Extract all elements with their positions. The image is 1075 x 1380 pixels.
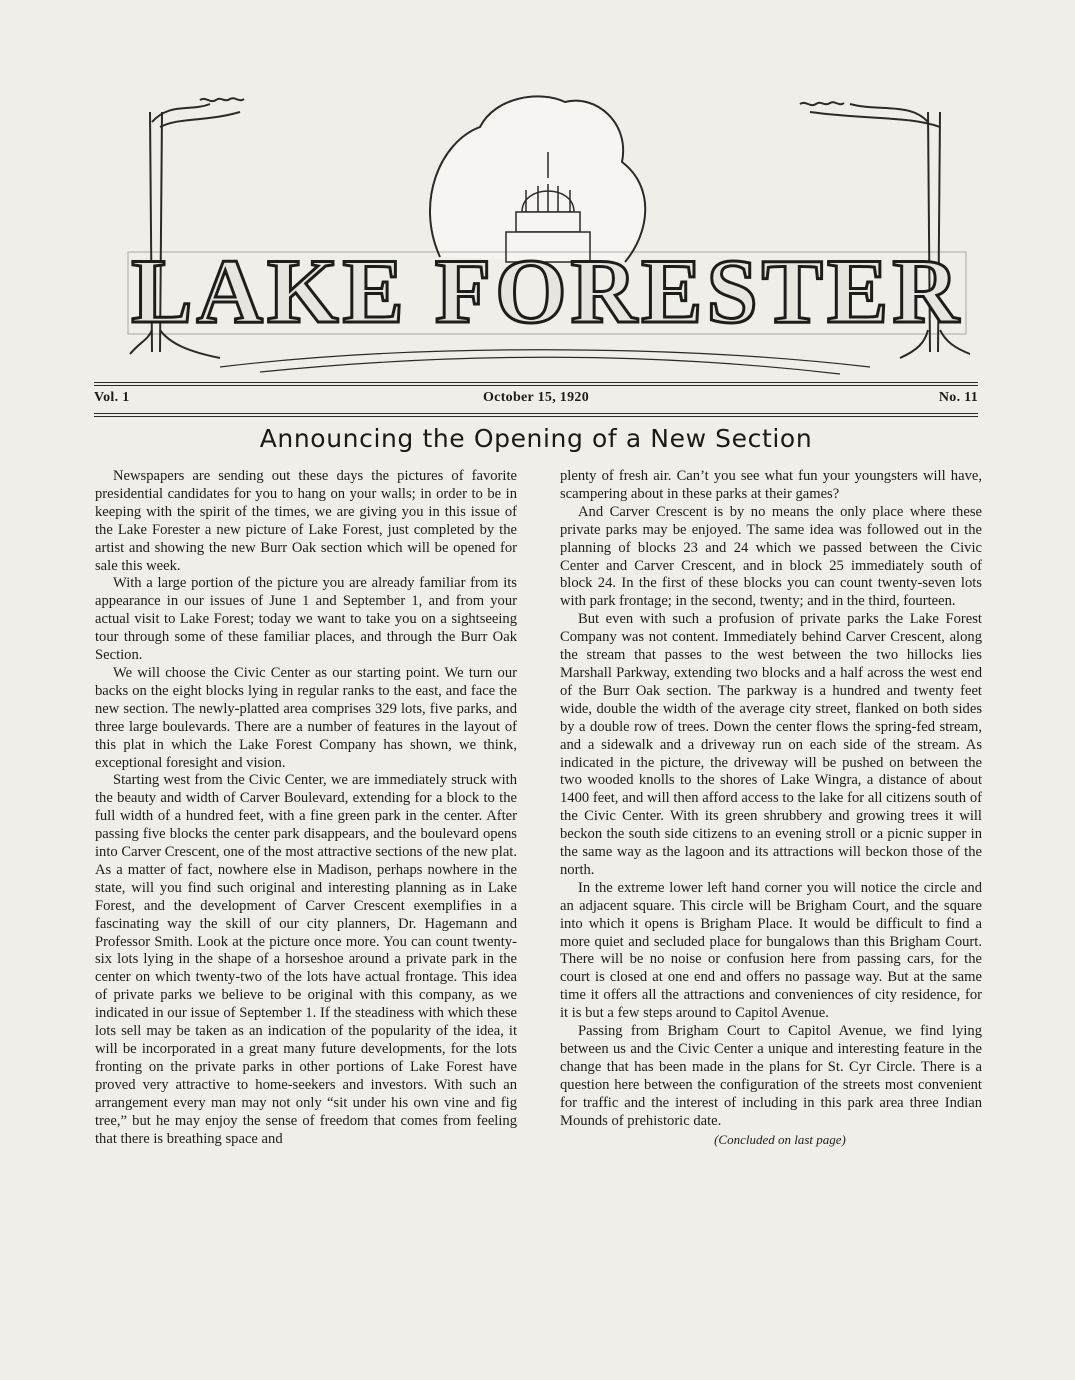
paragraph: But even with such a profusion of private parks the Lake Forest Company was not content. Immediately behind Carver Crescent, along the stream that passes to the west between the two hillocks lies Marshall Parkway, extending two blocks and a half across the west end of the Burr Oak section. The parkway is a hundred and twenty feet wide, double the width of the average city street, flanked on both sides by a double row of trees. Down the center flows the spring-fed stream, and a sidewalk and a driveway run on each side of the stream. As indicated in the picture, the driveway will be pushed on between the two wooded knolls to the shores of Lake Wingra, a distance of about 1400 feet, and will then afford access to the lake for all citizens south of the Civic Center. With its green shrubbery and growing trees it will beckon the south side citizens to an evening stroll or a picnic supper in the same way as the lagoon and its attractions will beckon those of the north.: [560, 611, 982, 878]
paragraph: Newspapers are sending out these days the pictures of favorite presidential candidates for you to hang on your walls; in order to be in keeping with the spirit of the times, we are giving you in this issue of the Lake Forester a new picture of Lake Forest, just completed by the artist and showing the new Burr Oak section which will be opened for sale this week.: [95, 468, 517, 574]
article-column-left: [95, 468, 517, 1148]
ground-lines-icon: [220, 350, 870, 374]
paragraph: And Carver Crescent is by no means the only place where these private parks may be enjoyed. The same idea was followed out in the planning of blocks 23 and 24 which we passed between the Civic Center and Carver Crescent, and in block 25 immediately south of block 24. In the first of these blocks you can count twenty-seven lots with park frontage; in the second, twenty; and in the third, fourteen.: [560, 503, 982, 610]
paragraph: Passing from Brigham Court to Capitol Avenue, we find lying between us and the Civic Center a unique and interesting feature in the change that has been made in the plans for St. Cyr Circle. There is a question here between the configuration of the streets most convenient for traffic and the interest of including in this park area three Indian Mounds of prehistoric date.: [560, 1023, 982, 1129]
bottom-rule-double: [94, 416, 978, 417]
article-column-right: [560, 468, 982, 1148]
masthead: [110, 82, 980, 382]
issue-date: October 15, 1920: [482, 390, 590, 405]
top-rule: [94, 382, 978, 383]
paragraph: In the extreme lower left hand corner you will notice the circle and an adjacent square. This circle will be Brigham Court, and the square into which it opens is Brigham Place. It would be difficult to find a more quiet and secluded place for bungalows than this Brigham Court. There will be no noise or confusion here from passing cars, for the court is closed at one end and offers no passage way. But at the same time it offers all the attractions and conveniences of city residence, for it is but a few steps around to Capitol Avenue.: [560, 879, 982, 1022]
issue-number: No. 11: [938, 390, 978, 405]
article-headline: Announcing the Opening of a New Section: [259, 424, 813, 453]
paragraph: plenty of fresh air. Can’t you see what fun your youngsters will have, scampering about in these parks at their games?: [560, 468, 982, 502]
paragraph: Starting west from the Civic Center, we are immediately struck with the beauty and width of Carver Boulevard, extending for a block to the full width of a hundred feet, with a fine green park in the center. After passing five blocks the center park disappears, and the boulevard opens into Carver Crescent, one of the most attractive sections of the new plat. As a matter of fact, nowhere else in Madison, perhaps nowhere in the state, will you find such original and interesting planning as in Lake Forest, and the development of Carver Crescent exemplifies in a fascinating way the skill of our city planners, Dr. Hagemann and Professor Smith. Look at the picture once more. You can count twenty-six lots lying in the shape of a horseshoe around a private park in the center on which twenty-two of the lots have actual frontage. This idea of private parks we believe to be original with this company, as we indicated in our issue of September 1. If the steadiness with which these lots sell may be taken as an indication of the popularity of the idea, it will be incorporated in a great many future developments, for the lots fronting on the private parks in other portions of Lake Forest have proved very attractive to home-seekers and investors. With such an arrangement every man may not only “sit under his own vine and fig tree,” but he may enjoy the sense of freedom that comes from feeling that there is breathing space and: [95, 772, 517, 1147]
top-rule-double: [94, 385, 978, 386]
paragraph: We will choose the Civic Center as our starting point. We turn our backs on the eight blocks lying in regular ranks to the east, and face the new section. The newly-platted area comprises 329 lots, five parks, and three large boulevards. There are a number of features in the layout of this plat in which the Lake Forest Company has shown, we think, exceptional foresight and vision.: [95, 664, 517, 771]
masthead-title: LAKE FORESTER: [131, 240, 963, 342]
info-bar: [94, 390, 978, 410]
bottom-rule: [94, 413, 978, 414]
continued-note: (Concluded on last page): [714, 1131, 846, 1147]
paragraph: With a large portion of the picture you are already familiar from its appearance in our issues of June 1 and September 1, and from your actual visit to Lake Forest; today we want to take you on a sightseeing tour through some of these familiar places, and through the Burr Oak Section.: [95, 575, 517, 664]
volume-number: Vol. 1: [94, 390, 130, 405]
masthead-illustration: [110, 82, 980, 382]
